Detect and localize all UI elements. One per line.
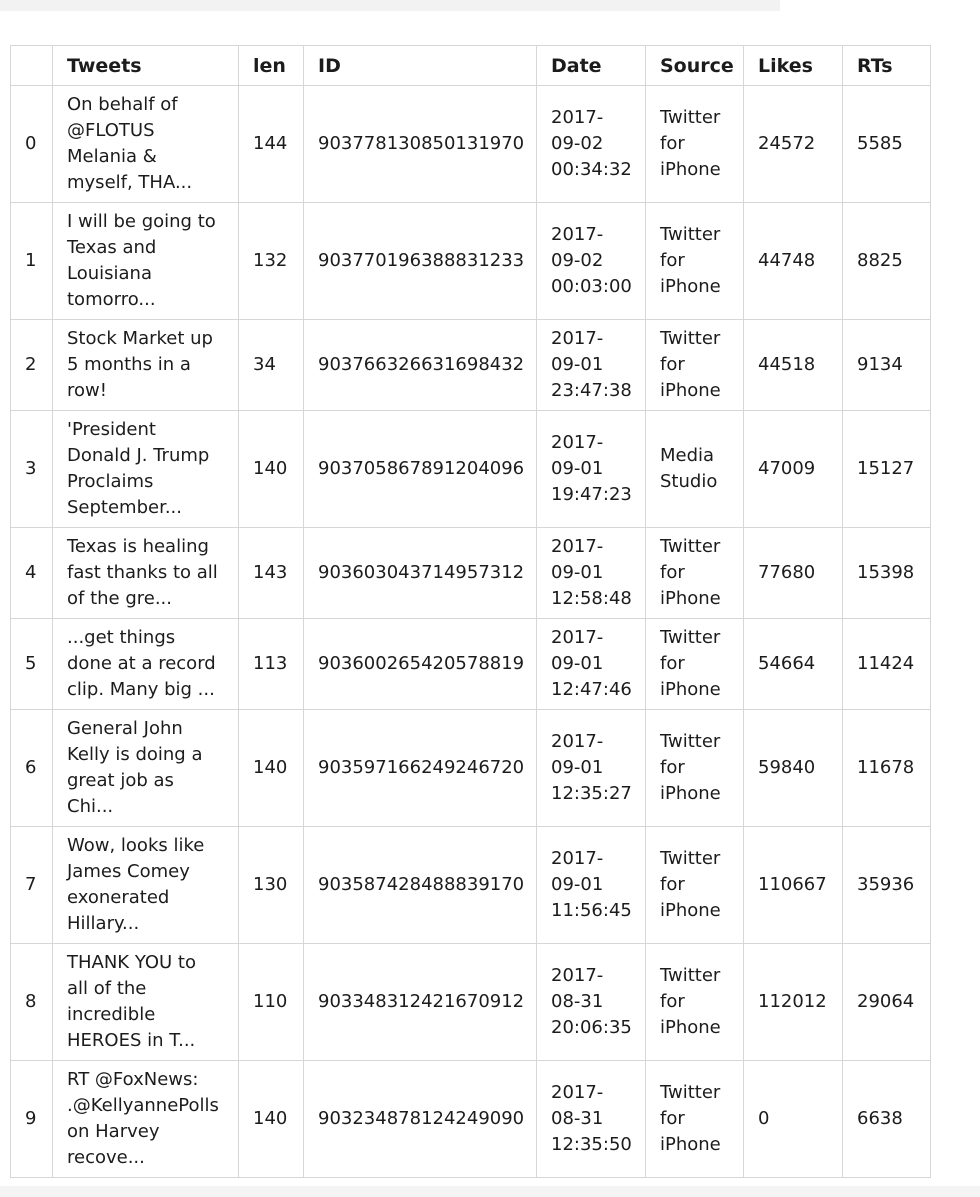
row-index: 6 (11, 710, 53, 827)
header-date: Date (537, 46, 646, 86)
date-cell: 2017- 09-01 12:47:46 (537, 619, 646, 710)
id-cell: 903766326631698432 (304, 320, 537, 411)
source-cell: Twitter for iPhone (646, 203, 744, 320)
tweet-cell: Wow, looks like James Comey exonerated Hillary... (53, 827, 239, 944)
len-cell: 140 (239, 411, 304, 528)
len-cell: 143 (239, 528, 304, 619)
date-cell: 2017- 08-31 12:35:50 (537, 1061, 646, 1178)
table-row (11, 944, 931, 1061)
id-cell: 903600265420578819 (304, 619, 537, 710)
tweet-cell: I will be going to Texas and Louisiana tomorro... (53, 203, 239, 320)
id-cell: 903770196388831233 (304, 203, 537, 320)
date-cell: 2017- 09-01 12:58:48 (537, 528, 646, 619)
date-cell: 2017- 09-01 12:35:27 (537, 710, 646, 827)
rts-cell: 9134 (843, 320, 931, 411)
len-cell: 130 (239, 827, 304, 944)
source-cell: Twitter for iPhone (646, 320, 744, 411)
likes-cell: 44748 (744, 203, 843, 320)
table-row (11, 619, 931, 710)
tweet-cell: 'President Donald J. Trump Proclaims September... (53, 411, 239, 528)
date-cell: 2017- 09-01 11:56:45 (537, 827, 646, 944)
row-index: 2 (11, 320, 53, 411)
tweet-cell: ...get things done at a record clip. Many big ... (53, 619, 239, 710)
table-row (11, 411, 931, 528)
header-len: len (239, 46, 304, 86)
rts-cell: 29064 (843, 944, 931, 1061)
table-body (11, 86, 931, 1178)
row-index: 7 (11, 827, 53, 944)
row-index: 5 (11, 619, 53, 710)
likes-cell: 110667 (744, 827, 843, 944)
rts-cell: 11678 (843, 710, 931, 827)
id-cell: 903778130850131970 (304, 86, 537, 203)
tweet-cell: General John Kelly is doing a great job as Chi... (53, 710, 239, 827)
source-cell: Twitter for iPhone (646, 619, 744, 710)
date-cell: 2017- 09-02 00:03:00 (537, 203, 646, 320)
table-row (11, 827, 931, 944)
rts-cell: 15127 (843, 411, 931, 528)
row-index: 9 (11, 1061, 53, 1178)
likes-cell: 44518 (744, 320, 843, 411)
rts-cell: 11424 (843, 619, 931, 710)
len-cell: 113 (239, 619, 304, 710)
len-cell: 140 (239, 1061, 304, 1178)
tweet-cell: THANK YOU to all of the incredible HEROES in T... (53, 944, 239, 1061)
header-likes: Likes (744, 46, 843, 86)
top-strip (0, 0, 780, 11)
likes-cell: 59840 (744, 710, 843, 827)
id-cell: 903705867891204096 (304, 411, 537, 528)
header-rts: RTs (843, 46, 931, 86)
table-header (11, 46, 931, 86)
header-tweets: Tweets (53, 46, 239, 86)
likes-cell: 77680 (744, 528, 843, 619)
likes-cell: 0 (744, 1061, 843, 1178)
row-index: 0 (11, 86, 53, 203)
len-cell: 110 (239, 944, 304, 1061)
source-cell: Twitter for iPhone (646, 710, 744, 827)
len-cell: 34 (239, 320, 304, 411)
date-cell: 2017- 09-01 19:47:23 (537, 411, 646, 528)
likes-cell: 24572 (744, 86, 843, 203)
rts-cell: 5585 (843, 86, 931, 203)
tweet-cell: Texas is healing fast thanks to all of the gre... (53, 528, 239, 619)
tweet-cell: RT @FoxNews: .@KellyannePolls on Harvey recove... (53, 1061, 239, 1178)
table-row (11, 203, 931, 320)
header-id: ID (304, 46, 537, 86)
likes-cell: 54664 (744, 619, 843, 710)
header-index (11, 46, 53, 86)
likes-cell: 112012 (744, 944, 843, 1061)
id-cell: 903597166249246720 (304, 710, 537, 827)
header-source: Source (646, 46, 744, 86)
id-cell: 903603043714957312 (304, 528, 537, 619)
row-index: 8 (11, 944, 53, 1061)
len-cell: 140 (239, 710, 304, 827)
tweet-cell: On behalf of @FLOTUS Melania & myself, THA... (53, 86, 239, 203)
date-cell: 2017- 09-02 00:34:32 (537, 86, 646, 203)
rts-cell: 15398 (843, 528, 931, 619)
source-cell: Twitter for iPhone (646, 528, 744, 619)
table-row (11, 86, 931, 203)
table-row (11, 710, 931, 827)
table-row (11, 528, 931, 619)
id-cell: 903348312421670912 (304, 944, 537, 1061)
len-cell: 144 (239, 86, 304, 203)
len-cell: 132 (239, 203, 304, 320)
rts-cell: 8825 (843, 203, 931, 320)
row-index: 4 (11, 528, 53, 619)
bottom-strip (0, 1186, 980, 1197)
id-cell: 903587428488839170 (304, 827, 537, 944)
source-cell: Twitter for iPhone (646, 827, 744, 944)
tweet-cell: Stock Market up 5 months in a row! (53, 320, 239, 411)
header-row (11, 46, 931, 86)
rts-cell: 6638 (843, 1061, 931, 1178)
rts-cell: 35936 (843, 827, 931, 944)
source-cell: Twitter for iPhone (646, 944, 744, 1061)
source-cell: Media Studio (646, 411, 744, 528)
table-row (11, 1061, 931, 1178)
source-cell: Twitter for iPhone (646, 1061, 744, 1178)
date-cell: 2017- 09-01 23:47:38 (537, 320, 646, 411)
likes-cell: 47009 (744, 411, 843, 528)
source-cell: Twitter for iPhone (646, 86, 744, 203)
date-cell: 2017- 08-31 20:06:35 (537, 944, 646, 1061)
dataframe-table (10, 45, 931, 1178)
table-row (11, 320, 931, 411)
row-index: 1 (11, 203, 53, 320)
id-cell: 903234878124249090 (304, 1061, 537, 1178)
row-index: 3 (11, 411, 53, 528)
